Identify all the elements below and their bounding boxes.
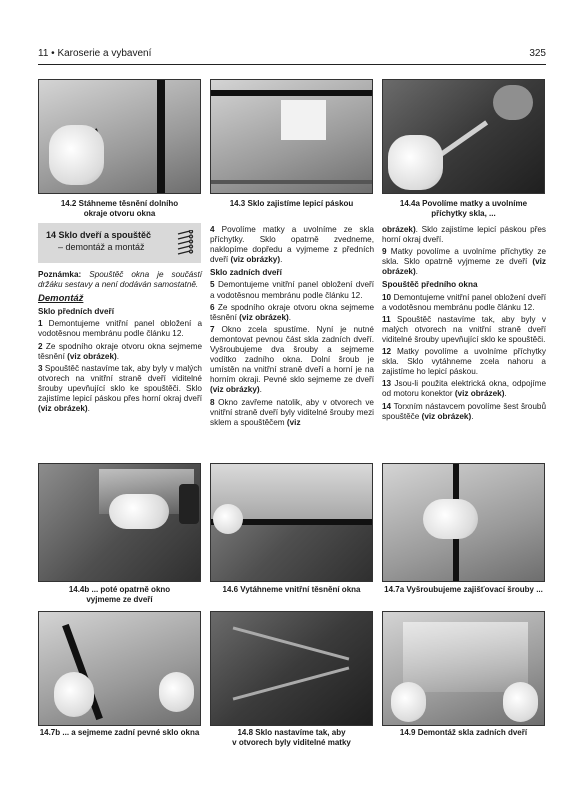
step-14: 14 Torxním nástavcem povolíme šest šroubů spouštěče (viz obrázek). xyxy=(382,401,546,421)
step-7: 7 Okno zcela spustíme. Nyní je nutné demontovat pevnou část skla zadních dveří. Vyšroubujeme dva šrouby a sejmeme vodítko zadního okna. Dolní šroub je umístěn na vnitřní straně dveří a horní je na horním okraji. Pevné sklo sejmeme ze dveří (viz obrázky). xyxy=(210,324,374,395)
text-column-1 xyxy=(38,270,202,416)
step-12: 12 Matky povolíme a uvolníme příchytky skla. Sklo vytáhneme zcela nahoru a zajistíme ho lepicí páskou. xyxy=(382,347,546,377)
step-5: 5 Demontujeme vnitřní panel obložení dveří a vodotěsnou membránu podle článku 12. xyxy=(210,280,374,300)
text-column-3 xyxy=(382,225,546,424)
caption-14-8: 14.8 Sklo nastavíme tak, aby v otvorech byly viditelné matky xyxy=(232,728,351,747)
photo-14-7a xyxy=(382,463,545,582)
photo-14-6 xyxy=(210,463,373,582)
photo-14-8 xyxy=(210,611,373,726)
photo-14-2 xyxy=(38,79,201,194)
heading-front-regulator: Spouštěč předního okna xyxy=(382,280,478,290)
page-number: 325 xyxy=(529,48,546,59)
caption-14-4b: 14.4b ... poté opatrně okno vyjmeme ze dveří xyxy=(68,585,171,604)
photo-14-4a xyxy=(382,79,545,194)
photo-14-4b xyxy=(38,463,201,582)
caption-14-7a: 14.7a Vyšroubujeme zajišťovací šrouby ... xyxy=(384,585,543,594)
step-1: 1 Demontujeme vnitřní panel obložení a vodotěsnou membránu podle článku 12. xyxy=(38,319,202,339)
text-column-2 xyxy=(210,225,374,430)
heading-rear-glass: Sklo zadních dveří xyxy=(210,268,282,278)
photo-14-7b xyxy=(38,611,201,726)
photo-14-3 xyxy=(210,79,373,194)
step-9: 9 Matky povolíme a uvolníme příchytky ze skla. Sklo opatrně vyjmeme ze dveří (viz obrázek). xyxy=(382,247,546,277)
caption-14-6: 14.6 Vytáhneme vnitřní těsnění okna xyxy=(222,585,361,594)
step-10: 10 Demontujeme vnitřní panel obložení dveří a vodotěsnou membránu podle článku 12. xyxy=(382,292,546,312)
section-title: 14 Sklo dveří a spouštěč xyxy=(46,230,152,240)
section-heading-box xyxy=(38,223,201,263)
chapter-title: 11 • Karoserie a vybavení xyxy=(38,48,152,59)
heading-front-glass: Sklo předních dveří xyxy=(38,307,114,317)
note-paragraph: Poznámka: Spouštěč okna je součástí držáku sestavy a není dodáván samostatně. xyxy=(38,270,202,290)
caption-14-2: 14.2 Stáhneme těsnění dolního okraje otvoru okna xyxy=(60,199,179,218)
step-6: 6 Ze spodního okraje otvoru okna sejmeme těsnění (viz obrázek). xyxy=(210,302,374,322)
caption-14-3: 14.3 Sklo zajistíme lepicí páskou xyxy=(229,199,354,208)
step-4: 4 Povolíme matky a uvolníme ze skla příchytky. Sklo opatrně zvedneme, naklopíme dopředu a vyjmeme z předních dveří (viz obrázky). xyxy=(210,225,374,265)
step-11: 11 Spouštěč nastavíme tak, aby byly v malých otvorech na vnitřní straně dveří viditelné šrouby upevňující sklo ke spouštěči. xyxy=(382,314,546,344)
step-3: 3 Spouštěč nastavíme tak, aby byly v malých otvorech na vnitřní straně dveří viditelné šrouby upevňující sklo ke spouštěči. Sklo zajistíme lepicí páskou přes horní okraj dveří (viz obrázek). xyxy=(38,363,202,414)
caption-14-4a: 14.4a Povolíme matky a uvolníme příchytky skla, ... xyxy=(399,199,528,218)
caption-14-7b: 14.7b ... a sejmeme zadní pevné sklo okna xyxy=(39,728,200,737)
step-2: 2 Ze spodního okraje otvoru okna sejmeme těsnění (viz obrázek). xyxy=(38,341,202,361)
photo-14-9 xyxy=(382,611,545,726)
step-13: 13 Jsou-li použita elektrická okna, odpojíme od motoru konektor (viz obrázek). xyxy=(382,379,546,399)
heading-demontaz: Demontáž xyxy=(38,293,84,305)
section-subtitle: – demontáž a montáž xyxy=(58,242,145,252)
caption-14-9: 14.9 Demontáž skla zadních dveří xyxy=(399,728,528,737)
running-header xyxy=(38,48,546,62)
wrench-difficulty-icon xyxy=(175,230,195,256)
header-rule xyxy=(38,64,546,65)
step-8: 8 Okno zavřeme natolik, aby v otvorech ve vnitřní straně dveří byly viditelné šrouby mezi sklem a spouštěčem (viz xyxy=(210,397,374,427)
step-8-continued: obrázek). Sklo zajistíme lepicí páskou přes horní okraj dveří. xyxy=(382,225,546,245)
